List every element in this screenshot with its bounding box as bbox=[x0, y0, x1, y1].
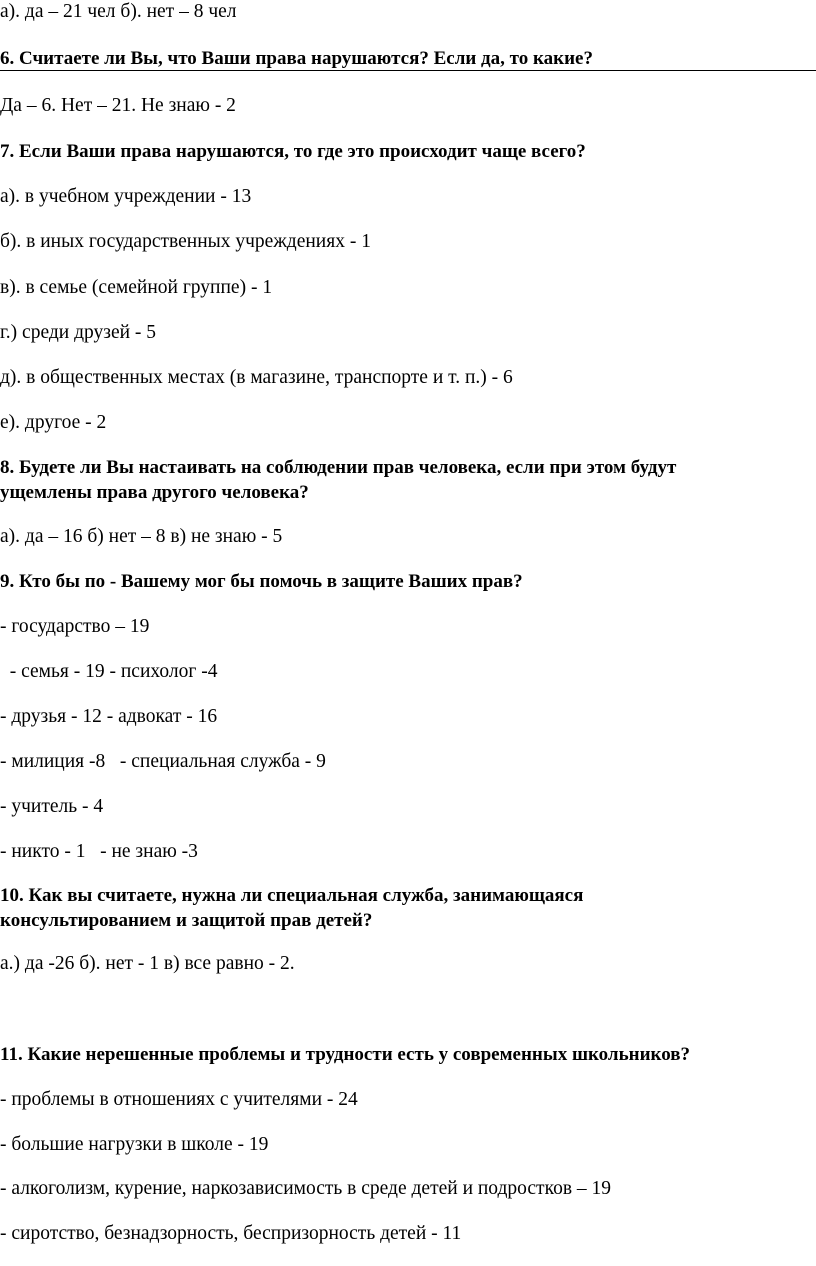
q10-question-line1: 10. Как вы считаете, нужна ли специальная служба, занимающаяся bbox=[0, 885, 584, 906]
q10-question-line2: консультированием и защитой прав детей? bbox=[0, 910, 373, 931]
q5-answer: а). да – 21 чел б). нет – 8 чел bbox=[0, 1, 237, 22]
q9-answer-4: - милиция -8 - специальная служба - 9 bbox=[0, 751, 326, 772]
q7-answer-c: в). в семье (семейной группе) - 1 bbox=[0, 277, 273, 298]
q7-answer-b: б). в иных государственных учреждениях - 1 bbox=[0, 231, 371, 252]
q8-question-line2: ущемлены права другого человека? bbox=[0, 482, 309, 503]
q6-answer: Да – 6. Нет – 21. Не знаю - 2 bbox=[0, 95, 236, 116]
q7-answer-e: д). в общественных местах (в магазине, транспорте и т. п.) - 6 bbox=[0, 367, 513, 388]
q6-question: 6. Считаете ли Вы, что Ваши права нарушаются? Если да, то какие? bbox=[0, 48, 593, 69]
q7-question: 7. Если Ваши права нарушаются, то где это происходит чаще всего? bbox=[0, 141, 586, 162]
q11-answer-4: - сиротство, безнадзорность, беспризорность детей - 11 bbox=[0, 1223, 462, 1244]
q10-answer: а.) да -26 б). нет - 1 в) все равно - 2. bbox=[0, 953, 295, 974]
q11-answer-3: - алкоголизм, курение, наркозависимость в среде детей и подростков – 19 bbox=[0, 1178, 612, 1199]
q7-answer-d: г.) среди друзей - 5 bbox=[0, 322, 157, 343]
q9-answer-6: - никто - 1 - не знаю -3 bbox=[0, 841, 198, 862]
q8-answer: а). да – 16 б) нет – 8 в) не знаю - 5 bbox=[0, 526, 283, 547]
q11-question: 11. Какие нерешенные проблемы и трудности есть у современных школьников? bbox=[0, 1044, 691, 1065]
q9-answer-5: - учитель - 4 bbox=[0, 796, 104, 817]
q9-answer-2: - семья - 19 - психолог -4 bbox=[0, 661, 218, 682]
q11-answer-1: - проблемы в отношениях с учителями - 24 bbox=[0, 1089, 358, 1110]
q7-answer-f: е). другое - 2 bbox=[0, 412, 107, 433]
q9-question: 9. Кто бы по - Вашему мог бы помочь в защите Ваших прав? bbox=[0, 571, 523, 592]
q9-answer-3: - друзья - 12 - адвокат - 16 bbox=[0, 706, 218, 727]
q8-question-line1: 8. Будете ли Вы настаивать на соблюдении прав человека, если при этом будут bbox=[0, 457, 677, 478]
divider-line bbox=[0, 70, 816, 71]
q11-answer-2: - большие нагрузки в школе - 19 bbox=[0, 1134, 269, 1155]
q9-answer-1: - государство – 19 bbox=[0, 616, 150, 637]
q7-answer-a: а). в учебном учреждении - 13 bbox=[0, 186, 252, 207]
